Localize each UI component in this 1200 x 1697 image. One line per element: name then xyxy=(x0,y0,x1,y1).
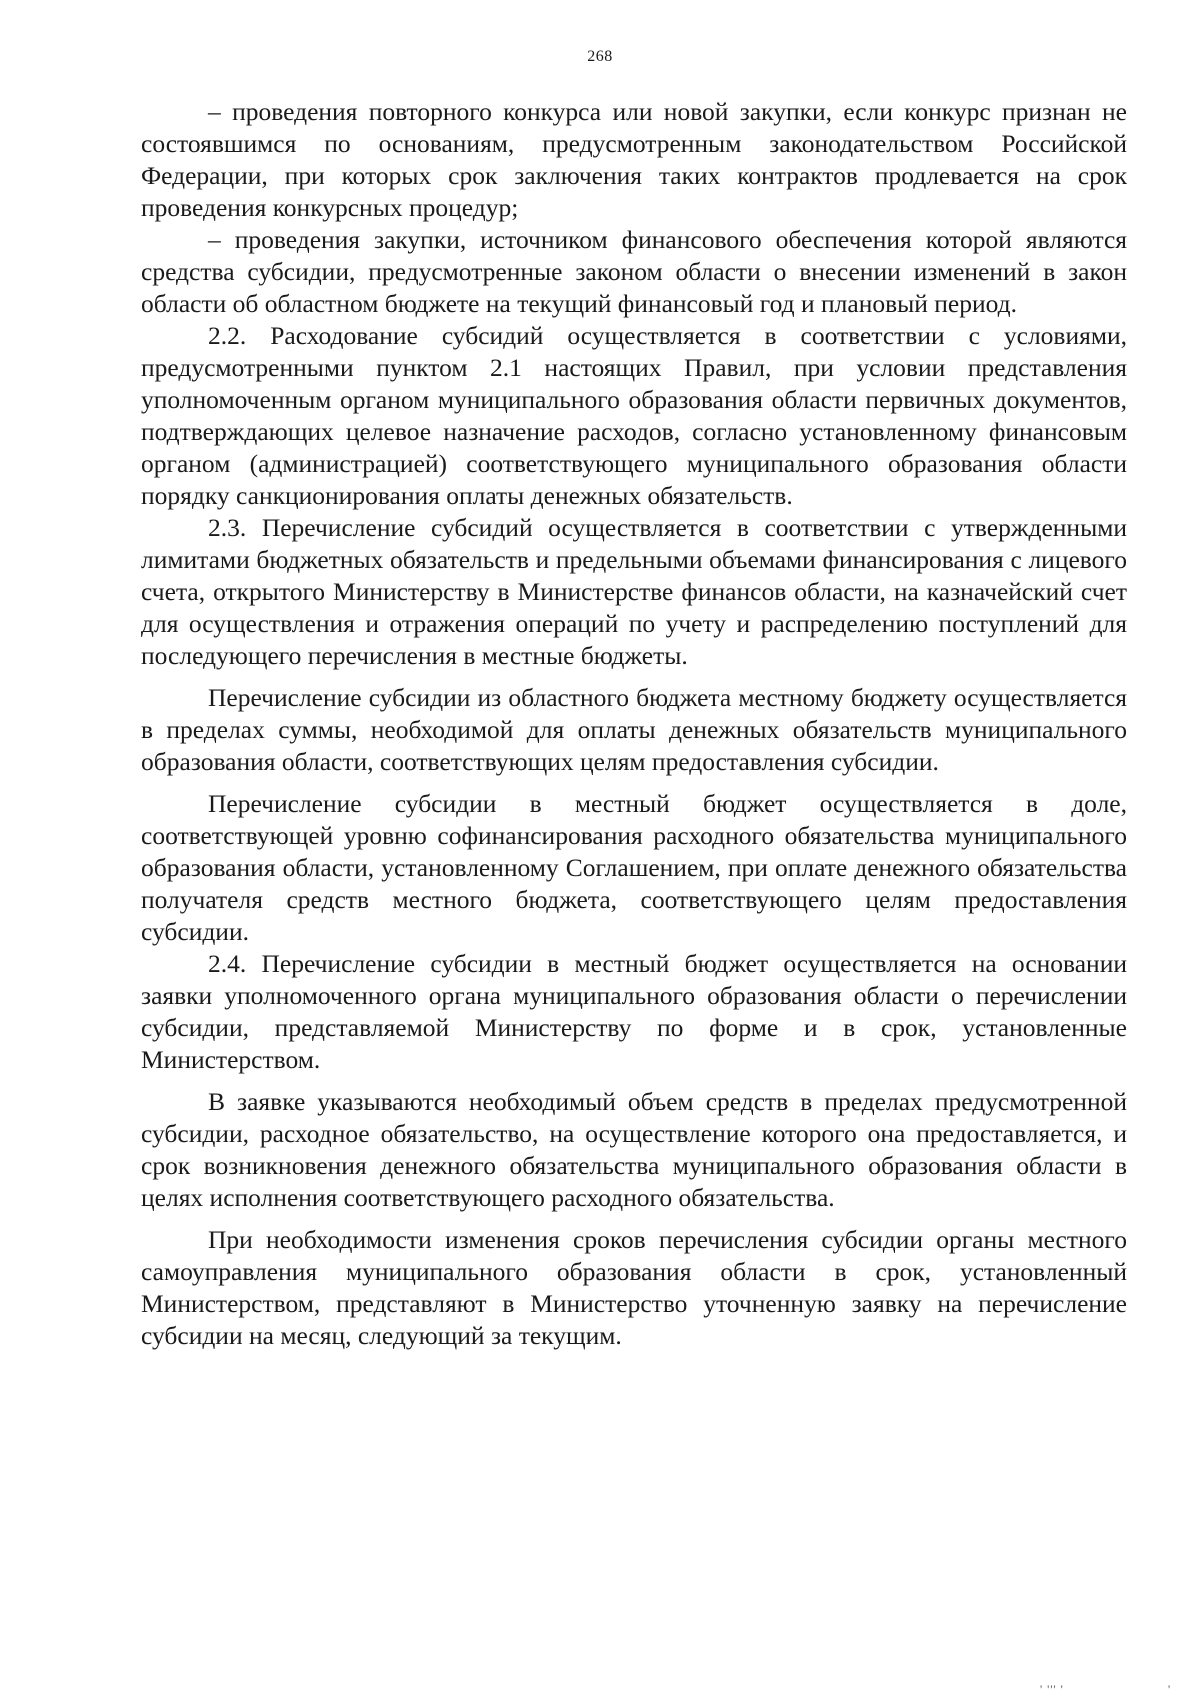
paragraph-2-4: 2.4. Перечисление субсидии в местный бюджет осуществляется на основании заявки уполномоченного органа муниципального образования области о перечислении субсидии, представляемой Министерству по форме и в срок, установленные Министерством. xyxy=(141,949,1127,1074)
paragraph-2-2: 2.2. Расходование субсидий осуществляется в соответствии с условиями, предусмотренными пунктом 2.1 настоящих Правил, при условии представления уполномоченным органом муниципального образования области первичных документов, подтверждающих целевое назначение расходов, согласно установленному финансовым органом (администрацией) соответствующего муниципального образования области порядку санкционирования оплаты денежных обязательств. xyxy=(141,321,1127,510)
paragraph-request-contents: В заявке указываются необходимый объем средств в пределах предусмотренной субсидии, расходное обязательство, на осуществление которого она предоставляется, и срок возникновения денежного обязательства муниципального образования области в целях исполнения соответствующего расходного обязательства. xyxy=(141,1087,1127,1212)
paragraph-transfer-limit: Перечисление субсидии из областного бюджета местному бюджету осуществляется в пределах суммы, необходимой для оплаты денежных обязательств муниципального образования области, соответствующих целям предоставления субсидии. xyxy=(141,683,1127,776)
paragraph-dash-1: – проведения повторного конкурса или новой закупки, если конкурс признан не состоявшимся по основаниям, предусмотренным законодательством Российской Федерации, при которых срок заключения таких контрактов продлевается на срок проведения конкурсных процедур; xyxy=(141,97,1127,222)
scan-artifact-mark-right: ' xyxy=(1168,1682,1172,1696)
page-number: 268 xyxy=(587,48,613,65)
paragraph-dash-2: – проведения закупки, источником финансового обеспечения которой являются средства субсидии, предусмотренные законом области о внесении изменений в закон области об областном бюджете на текущий финансовый год и плановый период. xyxy=(141,225,1127,318)
paragraph-request-change: При необходимости изменения сроков перечисления субсидии органы местного самоуправления муниципального образования области в срок, установленный Министерством, представляют в Министерство уточненную заявку на перечисление субсидии на месяц, следующий за текущим. xyxy=(141,1225,1127,1350)
document-body xyxy=(141,96,1127,1352)
paragraph-2-3: 2.3. Перечисление субсидий осуществляется в соответствии с утвержденными лимитами бюджетных обязательств и предельными объемами финансирования с лицевого счета, открытого Министерству в Министерстве финансов области, на казначейский счет для осуществления и отражения операций по учету и распределению поступлений для последующего перечисления в местные бюджеты. xyxy=(141,513,1127,670)
paragraph-transfer-share: Перечисление субсидии в местный бюджет осуществляется в доле, соответствующей уровню софинансирования расходного обязательства муниципального образования области, установленному Соглашением, при оплате денежного обязательства получателя средств местного бюджета, соответствующего целям предоставления субсидии. xyxy=(141,789,1127,946)
scan-artifact-mark: ' ''' ' xyxy=(1040,1682,1064,1696)
